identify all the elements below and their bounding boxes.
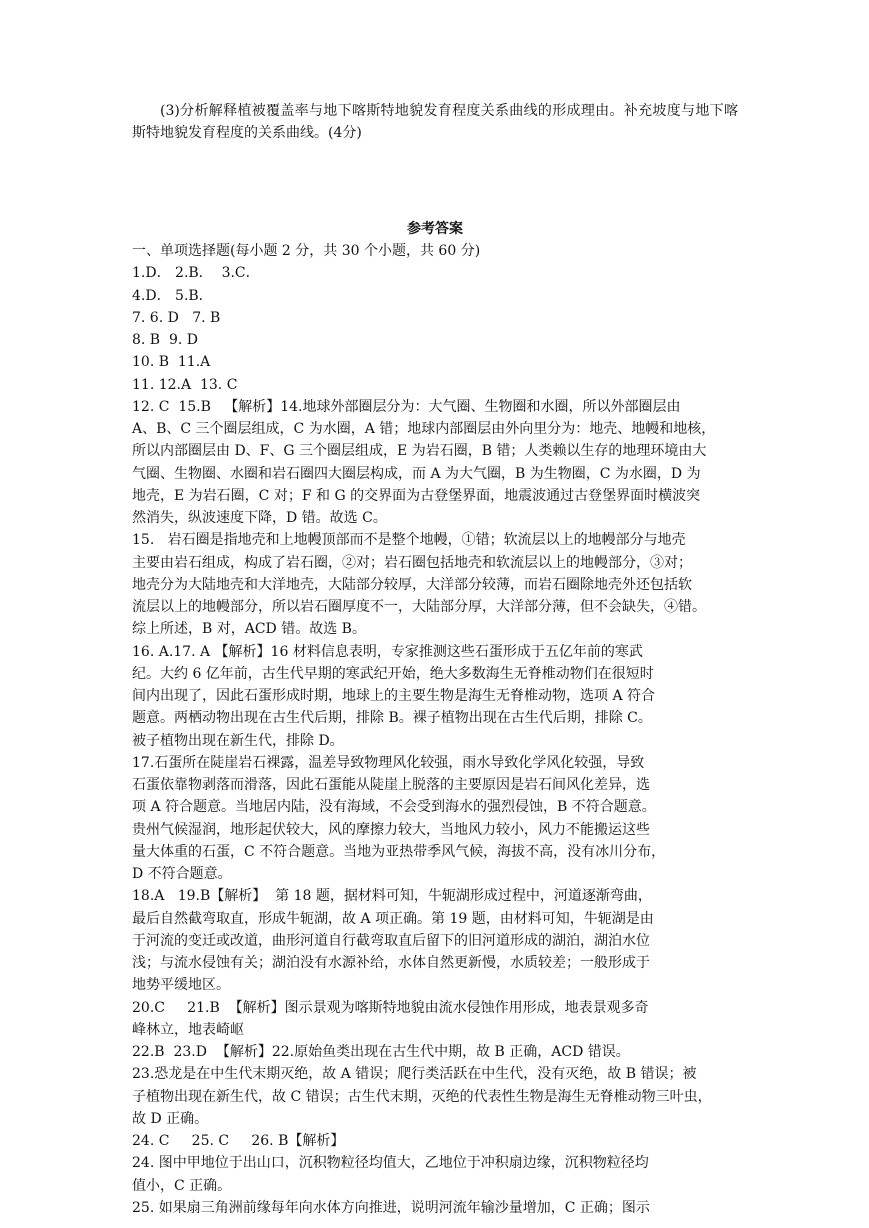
answer-line: 被子植物出现在新生代，排除 D。 bbox=[132, 732, 344, 749]
answer-line: 石蛋依靠物剥落而滑落，因此石蛋能从陡崖上脱落的主要原因是岩石间风化差异，选 bbox=[132, 777, 650, 793]
answer-line: 地壳，E 为岩石圈，C 对；F 和 G 的交界面为古登堡界面，地震波通过古登堡界面时横波突 bbox=[132, 487, 701, 504]
answer-line: 25. 如果扇三角洲前缘每年向水体方向推进，说明河流年输沙量增加，C 正确；图示 bbox=[132, 1199, 650, 1216]
answer-line: 15. 岩石圈是指地壳和上地幔顶部而不是整个地幔，①错；软流层以上的地幔部分与地壳 bbox=[132, 532, 686, 549]
answer-line: 然消失，纵波速度下降，D 错。故选 C。 bbox=[132, 510, 387, 526]
answer-line: 浅；与流水侵蚀有关；湖泊没有水源补给，水体自然更新慢，水质较差；一般形成于 bbox=[132, 955, 650, 971]
answer-line: 地势平缓地区。 bbox=[132, 977, 230, 994]
answer-line: 23.恐龙是在中生代末期灭绝，故 A 错误；爬行类活跃在中生代，没有灭绝，故 B 错误；被 bbox=[132, 1066, 697, 1083]
answer-line: 1.D． 2.B． 3.C． bbox=[132, 265, 260, 282]
answer-line: 18.A 19.B【解析】 第 18 题，据材料可知，牛轭湖形成过程中，河道逐渐弯曲， bbox=[132, 888, 652, 905]
answer-line: 气圈、生物圈、水圈和岩石圈四大圈层构成，而 A 为大气圈，B 为生物圈，C 为水圈，D 为 bbox=[132, 465, 701, 482]
answer-line: 22.B 23.D 【解析】22.原始鱼类出现在古生代中期，故 B 正确，ACD 错误。 bbox=[132, 1044, 630, 1060]
answer-line: 11. 12.A 13. C bbox=[132, 376, 238, 393]
answer-line: 贵州气候湿润，地形起伏较大，风的摩擦力较大，当地风力较小，风力不能搬运这些 bbox=[132, 821, 650, 838]
answer-line: 地壳分为大陆地壳和大洋地壳，大陆部分较厚，大洋部分较薄，而岩石圈除地壳外还包括软 bbox=[132, 576, 692, 593]
answer-line: 项 A 符合题意。当地居内陆，没有海域，不会受到海水的强烈侵蚀，B 不符合题意。 bbox=[132, 799, 656, 816]
answer-line: 值小，C 正确。 bbox=[132, 1177, 232, 1194]
answer-line: 于河流的变迁或改道，曲形河道自行截弯取直后留下的旧河道形成的湖泊，湖泊水位 bbox=[132, 932, 650, 949]
answer-line: 8. B 9. D bbox=[132, 332, 199, 348]
answer-line: 12. C 15.B 【解析】14.地球外部圈层分为：大气圈、生物圈和水圈，所以外部圈层由 bbox=[132, 398, 681, 415]
answer-line: 10. B 11.A bbox=[132, 354, 211, 371]
answer-line: A、B、C 三个圈层组成，C 为水圈，A 错；地球内部圈层由外向里分为：地壳、地幔和地核， bbox=[132, 421, 716, 437]
answer-line: 题意。两栖动物出现在古生代后期，排除 B。裸子植物出现在古生代后期，排除 C。 bbox=[132, 710, 652, 727]
answer-line: 量大体重的石蛋，C 不符合题意。当地为亚热带季风气候，海拔不高，没有冰川分布， bbox=[132, 843, 666, 860]
answer-line: 子植物出现在新生代，故 C 错误；古生代末期，灭绝的代表性生物是海生无脊椎动物三叶虫， bbox=[132, 1088, 712, 1105]
document-page bbox=[132, 100, 738, 1219]
answer-line: 16. A.17. A 【解析】16 材料信息表明，专家推测这些石蛋形成于五亿年前的寒武 bbox=[132, 643, 643, 660]
answer-heading: 参考答案 bbox=[407, 221, 463, 237]
answer-line: 纪。大约 6 亿年前，古生代早期的寒武纪开始，绝大多数海生无脊椎动物们在很短时 bbox=[132, 665, 654, 682]
answer-line: 间内出现了，因此石蛋形成时期，地球上的主要生物是海生无脊椎动物，选项 A 符合 bbox=[132, 688, 656, 704]
answer-line: 4.D． 5.B． bbox=[132, 287, 213, 304]
answer-line: 所以内部圈层由 D、F、G 三个圈层组成，E 为岩石圈，B 错；人类赖以生存的地理环境由大 bbox=[132, 443, 707, 460]
answer-line: 主要由岩石组成，构成了岩石圈，②对；岩石圈包括地壳和软流层以上的地幔部分，③对； bbox=[132, 554, 692, 571]
answer-line: 流层以上的地幔部分，所以岩石圈厚度不一，大陆部分厚，大洋部分薄，但不会缺失，④错。 bbox=[132, 599, 706, 615]
answer-line: 峰林立，地表崎岖 bbox=[132, 1021, 244, 1038]
answer-line: 20.C 21.B 【解析】图示景观为喀斯特地貌由流水侵蚀作用形成，地表景观多奇 bbox=[132, 999, 649, 1016]
answer-line: 17.石蛋所在陡崖岩石裸露，温差导致物理风化较强，雨水导致化学风化较强，导致 bbox=[132, 754, 645, 771]
question-3-text: (3)分析解释植被覆盖率与地下喀斯特地貌发育程度关系曲线的形成理由。补充坡度与地下喀斯特地貌发育程度的关系曲线。(4分) bbox=[132, 103, 738, 141]
answer-line: 故 D 正确。 bbox=[132, 1110, 209, 1127]
answer-line: D 不符合题意。 bbox=[132, 866, 232, 882]
answer-line: 一、单项选择题(每小题 2 分，共 30 个小题，共 60 分) bbox=[132, 243, 481, 259]
answer-line: 综上所述，B 对，ACD 错。故选 B。 bbox=[132, 621, 366, 638]
answer-line: 24. 图中甲地位于出山口，沉积物粒径均值大，乙地位于冲积扇边缘，沉积物粒径均 bbox=[132, 1155, 649, 1172]
answer-line: 24. C 25. C 26. B【解析】 bbox=[132, 1133, 345, 1149]
answer-line: 最后自然截弯取直，形成牛轭湖，故 A 项正确。第 19 题，由材料可知，牛轭湖是由 bbox=[132, 910, 654, 927]
answer-line: 7. 6. D 7. B bbox=[132, 309, 221, 326]
answer-body bbox=[132, 240, 738, 1219]
